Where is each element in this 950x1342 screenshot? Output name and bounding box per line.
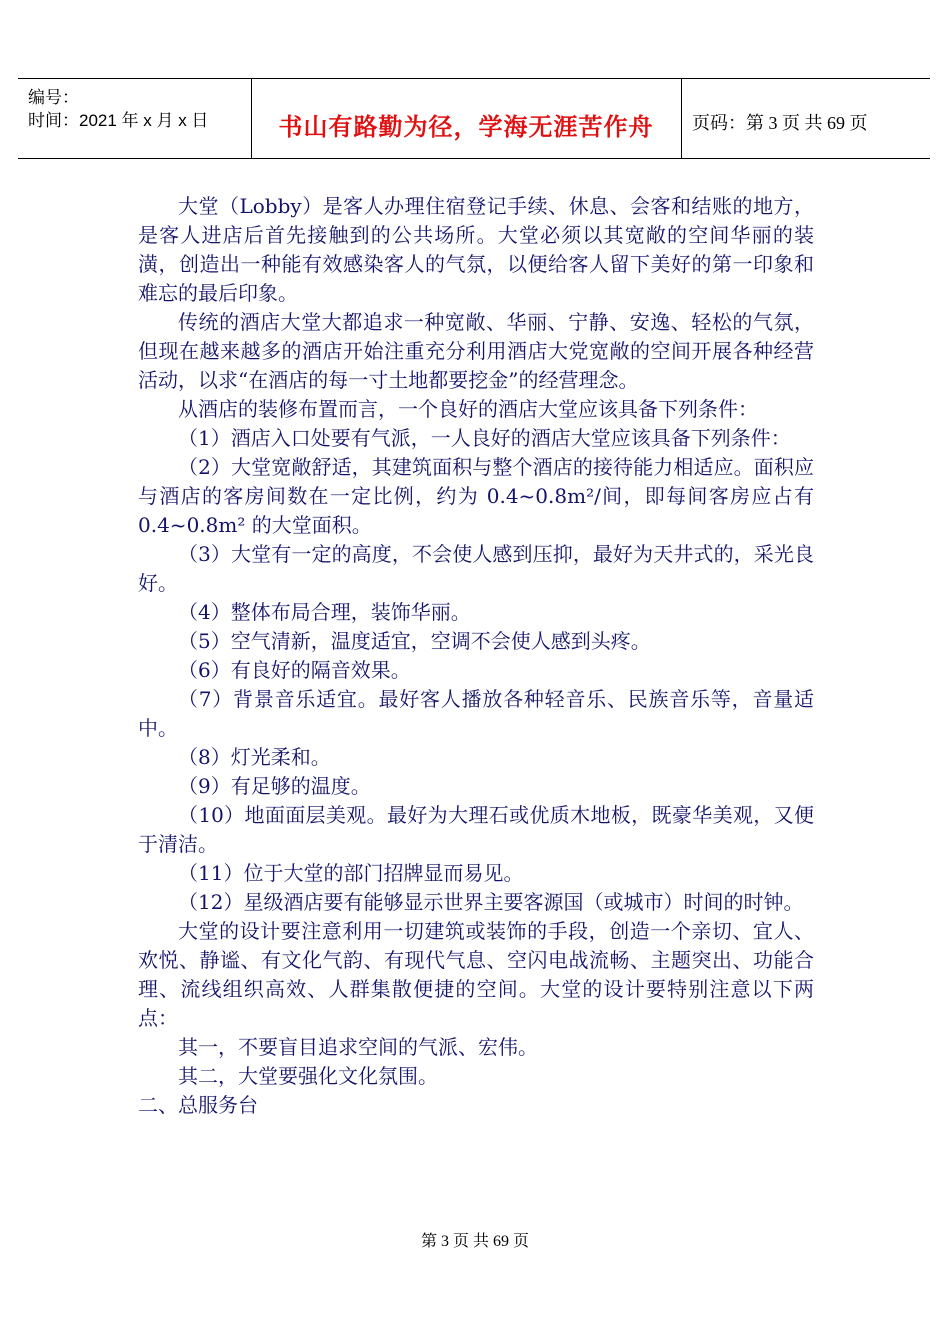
serial-number-label: 编号： [28, 88, 79, 107]
paragraph-traditional-lobby: 传统的酒店大堂大都追求一种宽敞、华丽、宁静、安逸、轻松的气氛，但现在越来越多的酒店开始注重充分利用酒店大党宽敞的空间开展各种经营活动，以求“在酒店的每一寸土地都要挖金”的经营理念。 [138, 310, 814, 392]
list-item-12: （12）星级酒店要有能够显示世界主要客源国（或城市）时间的时钟。 [178, 890, 804, 914]
header-meta-cell [18, 79, 252, 158]
list-item-7: （7）背景音乐适宜。最好客人播放各种轻音乐、民族音乐等，音量适中。 [138, 687, 814, 740]
document-body [138, 192, 814, 1120]
paragraph-lobby-intro: 大堂（Lobby）是客人办理住宿登记手续、休息、会客和结账的地方，是客人进店后首先接触到的公共场所。大堂必须以其宽敞的空间华丽的装潢，创造出一种能有效感染客人的气氛，以便给客人留下美好的第一印象和难忘的最后印象。 [138, 194, 814, 305]
list-item-11: （11）位于大堂的部门招牌显而易见。 [178, 861, 524, 885]
list-item-10: （10）地面面层美观。最好为大理石或优质木地板，既豪华美观，又便于清洁。 [138, 803, 814, 856]
document-header [18, 78, 930, 159]
header-page-info: 页码：第 3 页 共 69 页 [692, 113, 868, 133]
list-item-6: （6）有良好的隔音效果。 [178, 658, 411, 682]
list-item-8: （8）灯光柔和。 [178, 745, 331, 769]
header-motto-cell [251, 79, 682, 158]
page-footer: 第 3 页 共 69 页 [420, 1233, 529, 1250]
list-item-3: （3）大堂有一定的高度，不会使人感到压抑，最好为天井式的，采光良好。 [138, 542, 814, 595]
list-item-4: （4）整体布局合理，装饰华丽。 [178, 600, 471, 624]
header-page-cell [682, 79, 930, 158]
paragraph-point-two: 其二，大堂要强化文化氛围。 [178, 1064, 438, 1088]
paragraph-design-notes: 大堂的设计要注意利用一切建筑或装饰的手段，创造一个亲切、宜人、欢悦、静谧、有文化气韵、有现代气息、空闪电战流畅、主题突出、功能合理、流线组织高效、人群集散便捷的空间。大堂的设计要特别注意以下两点： [138, 919, 814, 1030]
list-item-2: （2）大堂宽敞舒适，其建筑面积与整个酒店的接待能力相适应。面积应与酒店的客房间数在一定比例，约为 0.4~0.8m²/间，即每间客房应占有 0.4~0.8m² 的大堂面积。 [138, 455, 814, 537]
date-label: 时间：2021 年 x 月 x 日 [28, 111, 209, 130]
paragraph-conditions-intro: 从酒店的装修布置而言，一个良好的酒店大堂应该具备下列条件： [178, 397, 758, 421]
list-item-1: （1）酒店入口处要有气派，一人良好的酒店大堂应该具备下列条件： [178, 426, 791, 450]
section-heading: 二、总服务台 [138, 1093, 258, 1117]
paragraph-point-one: 其一，不要盲目追求空间的气派、宏伟。 [178, 1035, 538, 1059]
motto-text: 书山有路勤为径，学海无涯苦作舟 [278, 112, 654, 141]
list-item-5: （5）空气清新，温度适宜，空调不会使人感到头疼。 [178, 629, 651, 653]
list-item-9: （9）有足够的温度。 [178, 774, 371, 798]
